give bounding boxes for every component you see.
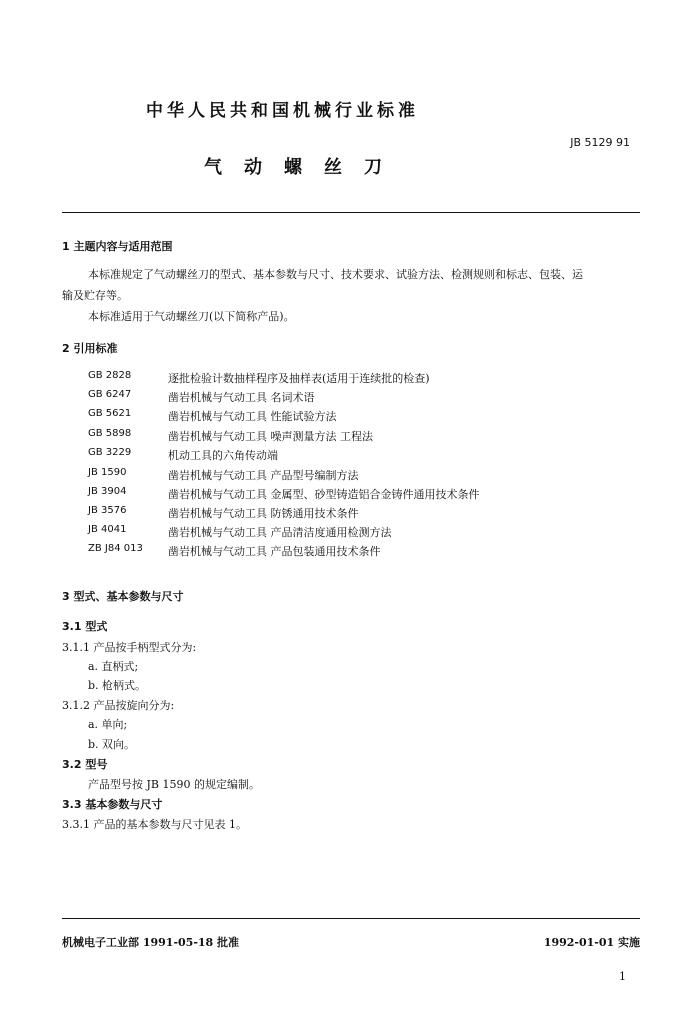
ref-title: 凿岩机械与气动工具 名词术语: [168, 391, 315, 404]
ref-code: JB 3904: [88, 486, 127, 497]
standard-code: JB 5129 91: [570, 136, 630, 149]
ref-title: 凿岩机械与气动工具 金属型、砂型铸造铝合金铸件通用技术条件: [168, 488, 480, 501]
ref-title: 凿岩机械与气动工具 产品型号编制方法: [168, 469, 359, 482]
ref-code: GB 5621: [88, 408, 132, 419]
ref-title: 机动工具的六角传动端: [168, 449, 278, 462]
approval-info: 机械电子工业部 1991-05-18 批准: [62, 936, 240, 949]
clause-3-1-1-b: b. 枪柄式。: [88, 679, 147, 692]
footer-divider: [62, 918, 640, 919]
standard-series-title: 中华人民共和国机械行业标准: [146, 101, 419, 121]
clause-3-1-2-a: a. 单向;: [88, 718, 128, 731]
ref-code: JB 3576: [88, 505, 127, 516]
ref-code: GB 6247: [88, 389, 132, 400]
ref-title: 凿岩机械与气动工具 防锈通用技术条件: [168, 507, 359, 520]
ref-code: GB 3229: [88, 447, 132, 458]
header-divider: [62, 212, 640, 213]
ref-title: 凿岩机械与气动工具 噪声测量方法 工程法: [168, 430, 373, 443]
section-3-heading: 3 型式、基本参数与尺寸: [62, 590, 184, 603]
ref-code: JB 4041: [88, 524, 127, 535]
ref-title: 凿岩机械与气动工具 产品包装通用技术条件: [168, 545, 381, 558]
ref-title: 逐批检验计数抽样程序及抽样表(适用于连续批的检查): [168, 372, 430, 385]
document-title: 气动螺丝刀: [204, 157, 404, 178]
page-number: 1: [619, 970, 626, 983]
clause-3-2-text: 产品型号按 JB 1590 的规定编制。: [88, 778, 260, 791]
ref-code: GB 5898: [88, 428, 132, 439]
effective-date: 1992-01-01 实施: [543, 936, 640, 949]
section-3-2-heading: 3.2 型号: [62, 758, 108, 771]
clause-3-1-1-a: a. 直柄式;: [88, 660, 139, 673]
section-3-3-heading: 3.3 基本参数与尺寸: [62, 798, 163, 811]
ref-code: ZB J84 013: [88, 543, 143, 554]
clause-3-1-2: 3.1.2 产品按旋向分为:: [62, 699, 175, 712]
clause-3-1-2-b: b. 双向。: [88, 738, 136, 751]
ref-title: 凿岩机械与气动工具 产品清洁度通用检测方法: [168, 526, 392, 539]
section-1-para-1-line-1: 本标准规定了气动螺丝刀的型式、基本参数与尺寸、技术要求、试验方法、检测规则和标志、包装、运: [88, 268, 583, 281]
clause-3-1-1: 3.1.1 产品按手柄型式分为:: [62, 641, 197, 654]
section-3-1-heading: 3.1 型式: [62, 620, 108, 633]
section-1-para-1-line-2: 输及贮存等。: [62, 289, 128, 302]
ref-code: GB 2828: [88, 370, 132, 381]
section-1-para-2: 本标准适用于气动螺丝刀(以下简称产品)。: [88, 310, 295, 323]
ref-title: 凿岩机械与气动工具 性能试验方法: [168, 410, 337, 423]
ref-code: JB 1590: [88, 467, 127, 478]
section-1-heading: 1 主题内容与适用范围: [62, 240, 173, 253]
section-2-heading: 2 引用标准: [62, 342, 118, 355]
clause-3-3-1: 3.3.1 产品的基本参数与尺寸见表 1。: [62, 818, 247, 831]
